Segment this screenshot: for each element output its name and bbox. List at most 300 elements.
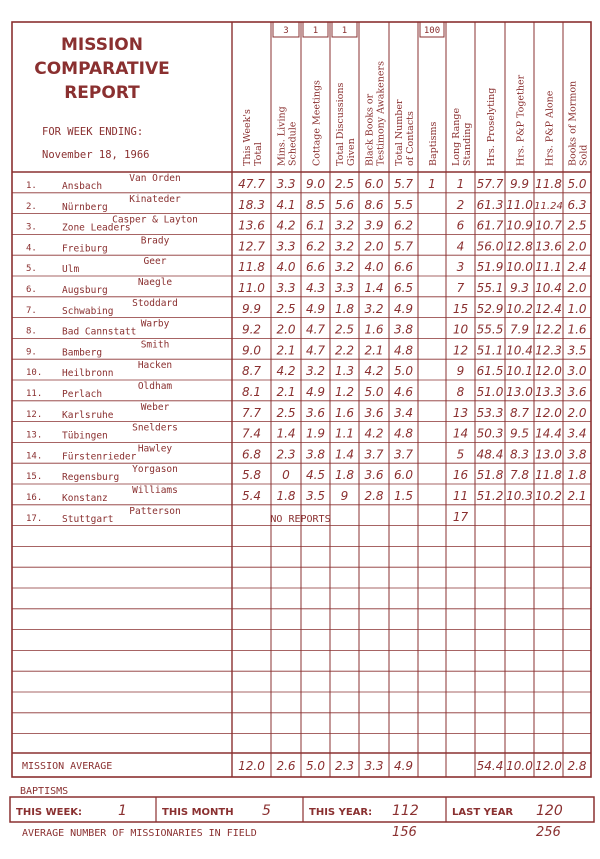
mission-average-row xyxy=(22,759,587,773)
row-number: 8. xyxy=(26,326,37,337)
row-value: 1.3 xyxy=(334,364,355,379)
row-value: 2.1 xyxy=(276,385,296,399)
row-value: 6.0 xyxy=(364,177,384,191)
this-month-value: 5 xyxy=(262,803,271,819)
row-value: 12.0 xyxy=(535,364,562,379)
missionary-names: Smith xyxy=(140,339,170,351)
row-value: 4.7 xyxy=(305,322,326,337)
row-value: 3.2 xyxy=(334,260,355,275)
row-value: 2.4 xyxy=(567,260,587,275)
row-value: 18.3 xyxy=(238,197,265,212)
city-name: Perlach xyxy=(62,389,103,400)
row-value: 3.7 xyxy=(393,447,414,462)
goal-value: 1 xyxy=(341,26,348,36)
row-value: 11.0 xyxy=(238,281,265,295)
missionaries-value-1: 156 xyxy=(392,825,417,840)
row-value: 11.1 xyxy=(535,260,562,275)
column-headers xyxy=(242,61,590,166)
row-value: 52.9 xyxy=(476,301,504,316)
row-value: 13.6 xyxy=(535,239,562,254)
row-value: 8.6 xyxy=(364,197,384,212)
this-week-label: THIS WEEK: xyxy=(16,807,83,818)
row-value: 8 xyxy=(456,385,465,399)
row-value: 5.6 xyxy=(334,197,355,212)
row-value: 10.4 xyxy=(535,281,562,295)
row-value: 6.1 xyxy=(305,218,326,233)
row-value: 2.2 xyxy=(334,343,355,358)
table-row xyxy=(26,215,587,234)
column-header-label: Given xyxy=(346,138,357,166)
row-value: 0 xyxy=(282,468,290,483)
column-header-label: Sold xyxy=(578,144,590,166)
row-number: 15. xyxy=(26,472,43,483)
row-value: 10.4 xyxy=(506,343,533,358)
row-value: 2.5 xyxy=(567,218,587,233)
missionary-names: Hacken xyxy=(137,360,173,372)
row-value: 8.1 xyxy=(241,385,262,399)
missionary-names: Hawley xyxy=(137,443,173,455)
row-value: 3.7 xyxy=(364,447,384,462)
last-year-label: LAST YEAR xyxy=(452,807,514,818)
city-name: Ulm xyxy=(62,264,80,276)
row-value: 3.5 xyxy=(305,489,326,503)
row-value: 11.8 xyxy=(238,260,265,275)
row-value: 4.7 xyxy=(305,343,326,358)
row-value: 2.0 xyxy=(567,405,587,420)
missionary-names: Oldham xyxy=(137,381,173,392)
row-value: 61.3 xyxy=(476,197,504,212)
row-number: 12. xyxy=(26,409,43,420)
row-value: 1.9 xyxy=(305,426,326,441)
row-value: 9.0 xyxy=(241,343,262,358)
row-value: 4 xyxy=(456,239,465,254)
missionary-names: Kinateder xyxy=(129,193,181,205)
city-name: Tübingen xyxy=(62,430,108,442)
average-value: 12.0 xyxy=(535,759,562,773)
table-row xyxy=(26,360,587,379)
row-number: 10. xyxy=(26,368,43,379)
row-value: 2.3 xyxy=(276,447,296,462)
row-value: 10 xyxy=(452,322,469,337)
goal-value: 100 xyxy=(423,26,441,36)
row-value: 10.2 xyxy=(506,301,533,316)
row-value: 8.7 xyxy=(241,364,262,379)
row-number: 17. xyxy=(26,513,43,524)
table-row xyxy=(26,298,587,317)
row-value: 4.0 xyxy=(276,260,296,275)
row-value: 51.2 xyxy=(476,489,504,503)
row-value: 4.6 xyxy=(393,385,414,399)
column-header-label: Books of Mormon xyxy=(567,80,579,166)
row-value: 4.1 xyxy=(276,197,296,212)
row-value: 1.8 xyxy=(567,468,587,483)
no-reports-note: NO REPORTS xyxy=(270,513,331,525)
row-value: 1 xyxy=(456,177,465,191)
missionary-names: Yorgason xyxy=(132,464,178,476)
row-value: 3.6 xyxy=(364,405,384,420)
city-name: Konstanz xyxy=(62,493,108,504)
table-row xyxy=(26,173,587,192)
row-value: 4.2 xyxy=(364,364,384,379)
row-value: 1.6 xyxy=(364,322,384,337)
column-header-label: Baptisms xyxy=(428,121,439,166)
column-header-label: Hrs. Proselyting xyxy=(486,87,497,166)
goal-value: 1 xyxy=(312,26,319,36)
row-value: 14 xyxy=(452,426,469,441)
row-value: 3.3 xyxy=(276,239,296,254)
average-value: 54.4 xyxy=(476,759,504,773)
row-value: 9 xyxy=(456,364,465,379)
column-header-label: of Contacts xyxy=(405,111,416,166)
baptisms-footer xyxy=(10,786,594,840)
this-year-value: 112 xyxy=(392,803,419,819)
row-value: 48.4 xyxy=(476,447,504,462)
row-value: 3.3 xyxy=(276,281,296,295)
row-value: 12.7 xyxy=(238,239,265,254)
row-value: 4.2 xyxy=(364,426,384,441)
title-line-2: COMPARATIVE xyxy=(34,59,170,79)
table-row xyxy=(26,381,587,400)
row-value: 4.5 xyxy=(305,468,326,483)
average-value: 2.6 xyxy=(276,759,296,773)
row-number: 9. xyxy=(26,347,37,358)
row-value: 10.0 xyxy=(506,260,533,275)
row-number: 7. xyxy=(26,305,37,316)
table-row xyxy=(26,235,587,254)
row-value: 5.0 xyxy=(364,385,384,399)
row-value: 55.5 xyxy=(476,322,504,337)
table-row xyxy=(26,423,587,442)
row-value: 10.3 xyxy=(506,489,533,503)
row-value: 3.2 xyxy=(305,364,326,379)
row-value: 2.5 xyxy=(334,177,355,191)
row-value: 4.0 xyxy=(364,260,384,275)
missionary-names: Naegle xyxy=(137,277,173,288)
city-name: Ansbach xyxy=(62,181,103,192)
row-value: 47.7 xyxy=(238,177,265,191)
missionary-names: Williams xyxy=(132,485,178,496)
row-value: 9.9 xyxy=(509,177,530,191)
column-header-label: Total xyxy=(253,142,264,166)
row-value: 11.8 xyxy=(535,177,562,191)
row-value: 9.0 xyxy=(305,177,326,191)
average-value: 10.0 xyxy=(506,759,533,773)
row-value: 10.9 xyxy=(506,218,533,233)
city-name: Zone Leaders xyxy=(62,222,131,234)
row-value: 1.8 xyxy=(276,489,296,503)
missionary-names: Weber xyxy=(140,401,170,413)
row-value: 5.4 xyxy=(241,489,262,503)
row-value: 5.7 xyxy=(393,177,414,191)
row-value: 12.2 xyxy=(535,322,562,337)
row-value: 7.8 xyxy=(509,468,530,483)
row-value: 15 xyxy=(452,301,469,316)
missionaries-label: AVERAGE NUMBER OF MISSIONARIES IN FIELD xyxy=(22,828,257,839)
row-value: 55.1 xyxy=(476,281,504,295)
row-value: 12.8 xyxy=(506,239,533,254)
row-value: 4.3 xyxy=(305,281,326,295)
row-value: 51.0 xyxy=(476,385,504,399)
average-value: 3.3 xyxy=(364,759,384,773)
row-value: 3.9 xyxy=(364,218,384,233)
column-header-label: Black Books or xyxy=(364,93,376,166)
row-value: 2.5 xyxy=(276,405,296,420)
column-header-label: Standing xyxy=(462,122,473,166)
table-row xyxy=(26,443,587,462)
row-value: 3.2 xyxy=(364,301,384,316)
row-value: 6.2 xyxy=(305,239,326,254)
average-value: 4.9 xyxy=(393,759,414,773)
column-header-label: Cottage Meetings xyxy=(311,80,323,166)
row-value: 13.0 xyxy=(506,385,533,399)
row-number: 14. xyxy=(26,451,43,462)
missionary-names: Geer xyxy=(143,256,167,268)
row-number: 1. xyxy=(26,181,37,191)
row-value: 9 xyxy=(340,489,349,503)
row-value: 5.0 xyxy=(393,364,414,379)
column-header-label: This Week's xyxy=(242,109,253,166)
row-value: 4.8 xyxy=(393,426,414,441)
row-value: 3.3 xyxy=(334,281,355,295)
row-value: 6.2 xyxy=(393,218,414,233)
row-value: 5.0 xyxy=(567,177,587,191)
row-value: 6.6 xyxy=(305,260,326,275)
table-row xyxy=(26,277,587,296)
row-value: 2.0 xyxy=(567,281,587,295)
column-header-label: Long Range xyxy=(451,107,462,166)
table-row xyxy=(26,194,587,213)
row-value: 3.0 xyxy=(567,364,587,379)
row-value: 6 xyxy=(456,218,465,233)
average-value: 5.0 xyxy=(305,759,326,773)
row-value: 1.5 xyxy=(393,489,414,503)
row-value: 1.8 xyxy=(334,301,355,316)
row-value: 3.4 xyxy=(393,405,414,420)
row-number: 6. xyxy=(26,285,37,295)
row-value: 57.7 xyxy=(476,177,504,191)
row-value: 7 xyxy=(456,281,465,295)
row-value: 1.0 xyxy=(567,301,587,316)
city-name: Bad Cannstatt xyxy=(62,326,137,338)
row-value: 3.6 xyxy=(567,385,587,399)
row-value: 9.2 xyxy=(241,322,262,337)
row-value: 1.8 xyxy=(334,468,355,483)
week-ending-label: FOR WEEK ENDING: xyxy=(42,126,144,138)
row-value: 2.0 xyxy=(276,322,296,337)
row-value: 51.9 xyxy=(476,260,504,275)
table-row xyxy=(26,485,587,504)
row-value: 1.6 xyxy=(334,405,355,420)
row-value: 9.3 xyxy=(509,281,530,295)
row-value: 2.1 xyxy=(276,343,296,358)
missionary-names: Brady xyxy=(140,235,170,247)
row-value: 13.3 xyxy=(535,385,562,399)
city-name: Fürstenrieder xyxy=(62,451,137,463)
average-value: 2.3 xyxy=(334,759,355,773)
average-label: MISSION AVERAGE xyxy=(22,761,113,772)
city-name: Freiburg xyxy=(62,243,108,255)
row-value: 3.3 xyxy=(276,177,296,191)
city-name: Stuttgart xyxy=(62,513,114,525)
row-value: 2.5 xyxy=(276,301,296,316)
row-value: 2.0 xyxy=(567,239,587,254)
row-value: 4.2 xyxy=(276,218,296,233)
row-value: 5.5 xyxy=(393,197,414,212)
row-value: 5.7 xyxy=(393,239,414,254)
row-value: 61.5 xyxy=(476,364,504,379)
row-value: 3.6 xyxy=(364,468,384,483)
row-value: 3.8 xyxy=(393,322,414,337)
row-value: 7.9 xyxy=(509,322,530,337)
row-value: 2.8 xyxy=(364,489,384,503)
title-block xyxy=(34,35,170,161)
row-value: 1 xyxy=(428,177,436,191)
missionary-names: Snelders xyxy=(132,422,178,434)
row-value: 13.0 xyxy=(535,447,562,462)
row-value: 53.3 xyxy=(476,405,504,420)
row-value: 16 xyxy=(452,468,469,483)
row-value: 5.8 xyxy=(241,468,262,483)
city-name: Heilbronn xyxy=(62,368,114,380)
row-number: 3. xyxy=(26,222,37,233)
row-number: 13. xyxy=(26,430,43,441)
row-value: 10.1 xyxy=(506,364,533,379)
row-value: 11.24 xyxy=(534,200,563,212)
row-value: 9.5 xyxy=(509,426,530,441)
row-value: 6.5 xyxy=(393,281,414,295)
title-line-1: MISSION xyxy=(61,35,143,55)
row-value: 51.1 xyxy=(476,343,504,358)
average-value: 12.0 xyxy=(238,759,265,773)
city-name: Schwabing xyxy=(62,305,114,317)
row-value: 8.5 xyxy=(305,197,326,212)
row-value: 13 xyxy=(452,405,469,420)
title-line-3: REPORT xyxy=(64,83,140,103)
row-value: 11.8 xyxy=(535,468,562,483)
row-value: 50.3 xyxy=(476,426,504,441)
this-week-value: 1 xyxy=(118,803,127,819)
city-name: Augsburg xyxy=(62,285,108,296)
row-value: 2 xyxy=(456,197,465,212)
row-value: 4.8 xyxy=(393,343,414,358)
row-value: 10.2 xyxy=(535,489,562,503)
column-header-label: Mins. Living xyxy=(276,106,288,166)
table-row xyxy=(26,506,468,525)
table-row xyxy=(26,339,587,358)
row-value: 3.2 xyxy=(334,239,355,254)
city-name: Karlsruhe xyxy=(62,409,114,421)
row-value: 12.3 xyxy=(535,343,562,358)
row-value: 17 xyxy=(452,509,469,524)
row-value: 2.1 xyxy=(364,343,384,358)
row-number: 2. xyxy=(26,201,37,212)
goal-value: 3 xyxy=(283,26,289,36)
row-value: 2.5 xyxy=(334,322,355,337)
row-value: 56.0 xyxy=(476,239,504,254)
row-value: 4.9 xyxy=(305,385,326,399)
table-row xyxy=(26,464,587,483)
row-value: 3 xyxy=(456,260,465,275)
row-value: 12.0 xyxy=(535,405,562,420)
row-number: 11. xyxy=(26,389,43,399)
table-row xyxy=(26,319,587,338)
table-row xyxy=(26,256,587,275)
row-value: 2.1 xyxy=(567,489,587,503)
column-header-label: Testimony Awakeners xyxy=(375,61,387,166)
city-name: Regensburg xyxy=(62,472,120,484)
row-value: 6.8 xyxy=(241,447,262,462)
table-row xyxy=(26,402,587,421)
row-value: 1.2 xyxy=(334,385,355,399)
row-value: 3.4 xyxy=(567,426,587,441)
row-value: 13.6 xyxy=(238,218,265,233)
row-value: 3.6 xyxy=(305,405,326,420)
row-value: 3.8 xyxy=(305,447,326,462)
column-header-label: Hrs. P&P Together xyxy=(515,74,527,166)
row-value: 3.8 xyxy=(567,447,587,462)
row-number: 4. xyxy=(26,243,37,254)
city-name: Nürnberg xyxy=(62,201,108,213)
row-value: 8.3 xyxy=(509,447,530,462)
row-value: 1.4 xyxy=(364,281,384,295)
row-value: 10.7 xyxy=(535,218,562,233)
row-value: 4.9 xyxy=(305,301,326,316)
missionary-names: Warby xyxy=(140,318,170,330)
baptisms-heading: BAPTISMS xyxy=(20,786,69,797)
this-year-label: THIS YEAR: xyxy=(309,807,373,818)
row-value: 6.3 xyxy=(567,197,587,212)
missionary-names: Stoddard xyxy=(132,297,178,309)
row-value: 11 xyxy=(452,489,469,503)
this-month-label: THIS MONTH xyxy=(162,807,234,818)
row-value: 7.7 xyxy=(241,405,262,420)
row-value: 7.4 xyxy=(241,426,262,441)
row-value: 6.6 xyxy=(393,260,414,275)
city-name: Bamberg xyxy=(62,347,103,359)
row-value: 61.7 xyxy=(476,218,504,233)
table-rows xyxy=(26,173,587,525)
row-value: 11.0 xyxy=(506,197,533,212)
row-value: 8.7 xyxy=(509,405,530,420)
missionaries-value-2: 256 xyxy=(536,825,561,840)
row-value: 1.4 xyxy=(276,426,296,441)
row-number: 16. xyxy=(26,493,43,503)
row-value: 51.8 xyxy=(476,468,504,483)
row-value: 3.2 xyxy=(334,218,355,233)
row-value: 14.4 xyxy=(535,426,562,441)
row-value: 3.5 xyxy=(567,343,587,358)
row-value: 4.2 xyxy=(276,364,296,379)
row-number: 5. xyxy=(26,264,37,275)
average-value: 2.8 xyxy=(567,759,587,773)
row-value: 1.4 xyxy=(334,447,355,462)
row-value: 4.9 xyxy=(393,301,414,316)
last-year-value: 120 xyxy=(536,803,563,819)
column-header-label: Total Discussions xyxy=(335,82,346,166)
row-value: 5 xyxy=(456,447,465,462)
week-ending-date: November 18, 1966 xyxy=(42,149,150,161)
row-value: 1.1 xyxy=(334,426,355,441)
row-value: 12.4 xyxy=(535,301,562,316)
missionary-names: Casper & Layton xyxy=(112,214,198,226)
column-header-label: Hrs. P&P Alone xyxy=(544,90,556,166)
row-value: 2.0 xyxy=(364,239,384,254)
column-header-label: Total Number xyxy=(394,99,405,166)
missionary-names: Van Orden xyxy=(129,173,181,184)
missionary-names: Patterson xyxy=(129,505,181,517)
row-value: 12 xyxy=(452,343,469,358)
row-value: 1.6 xyxy=(567,322,587,337)
